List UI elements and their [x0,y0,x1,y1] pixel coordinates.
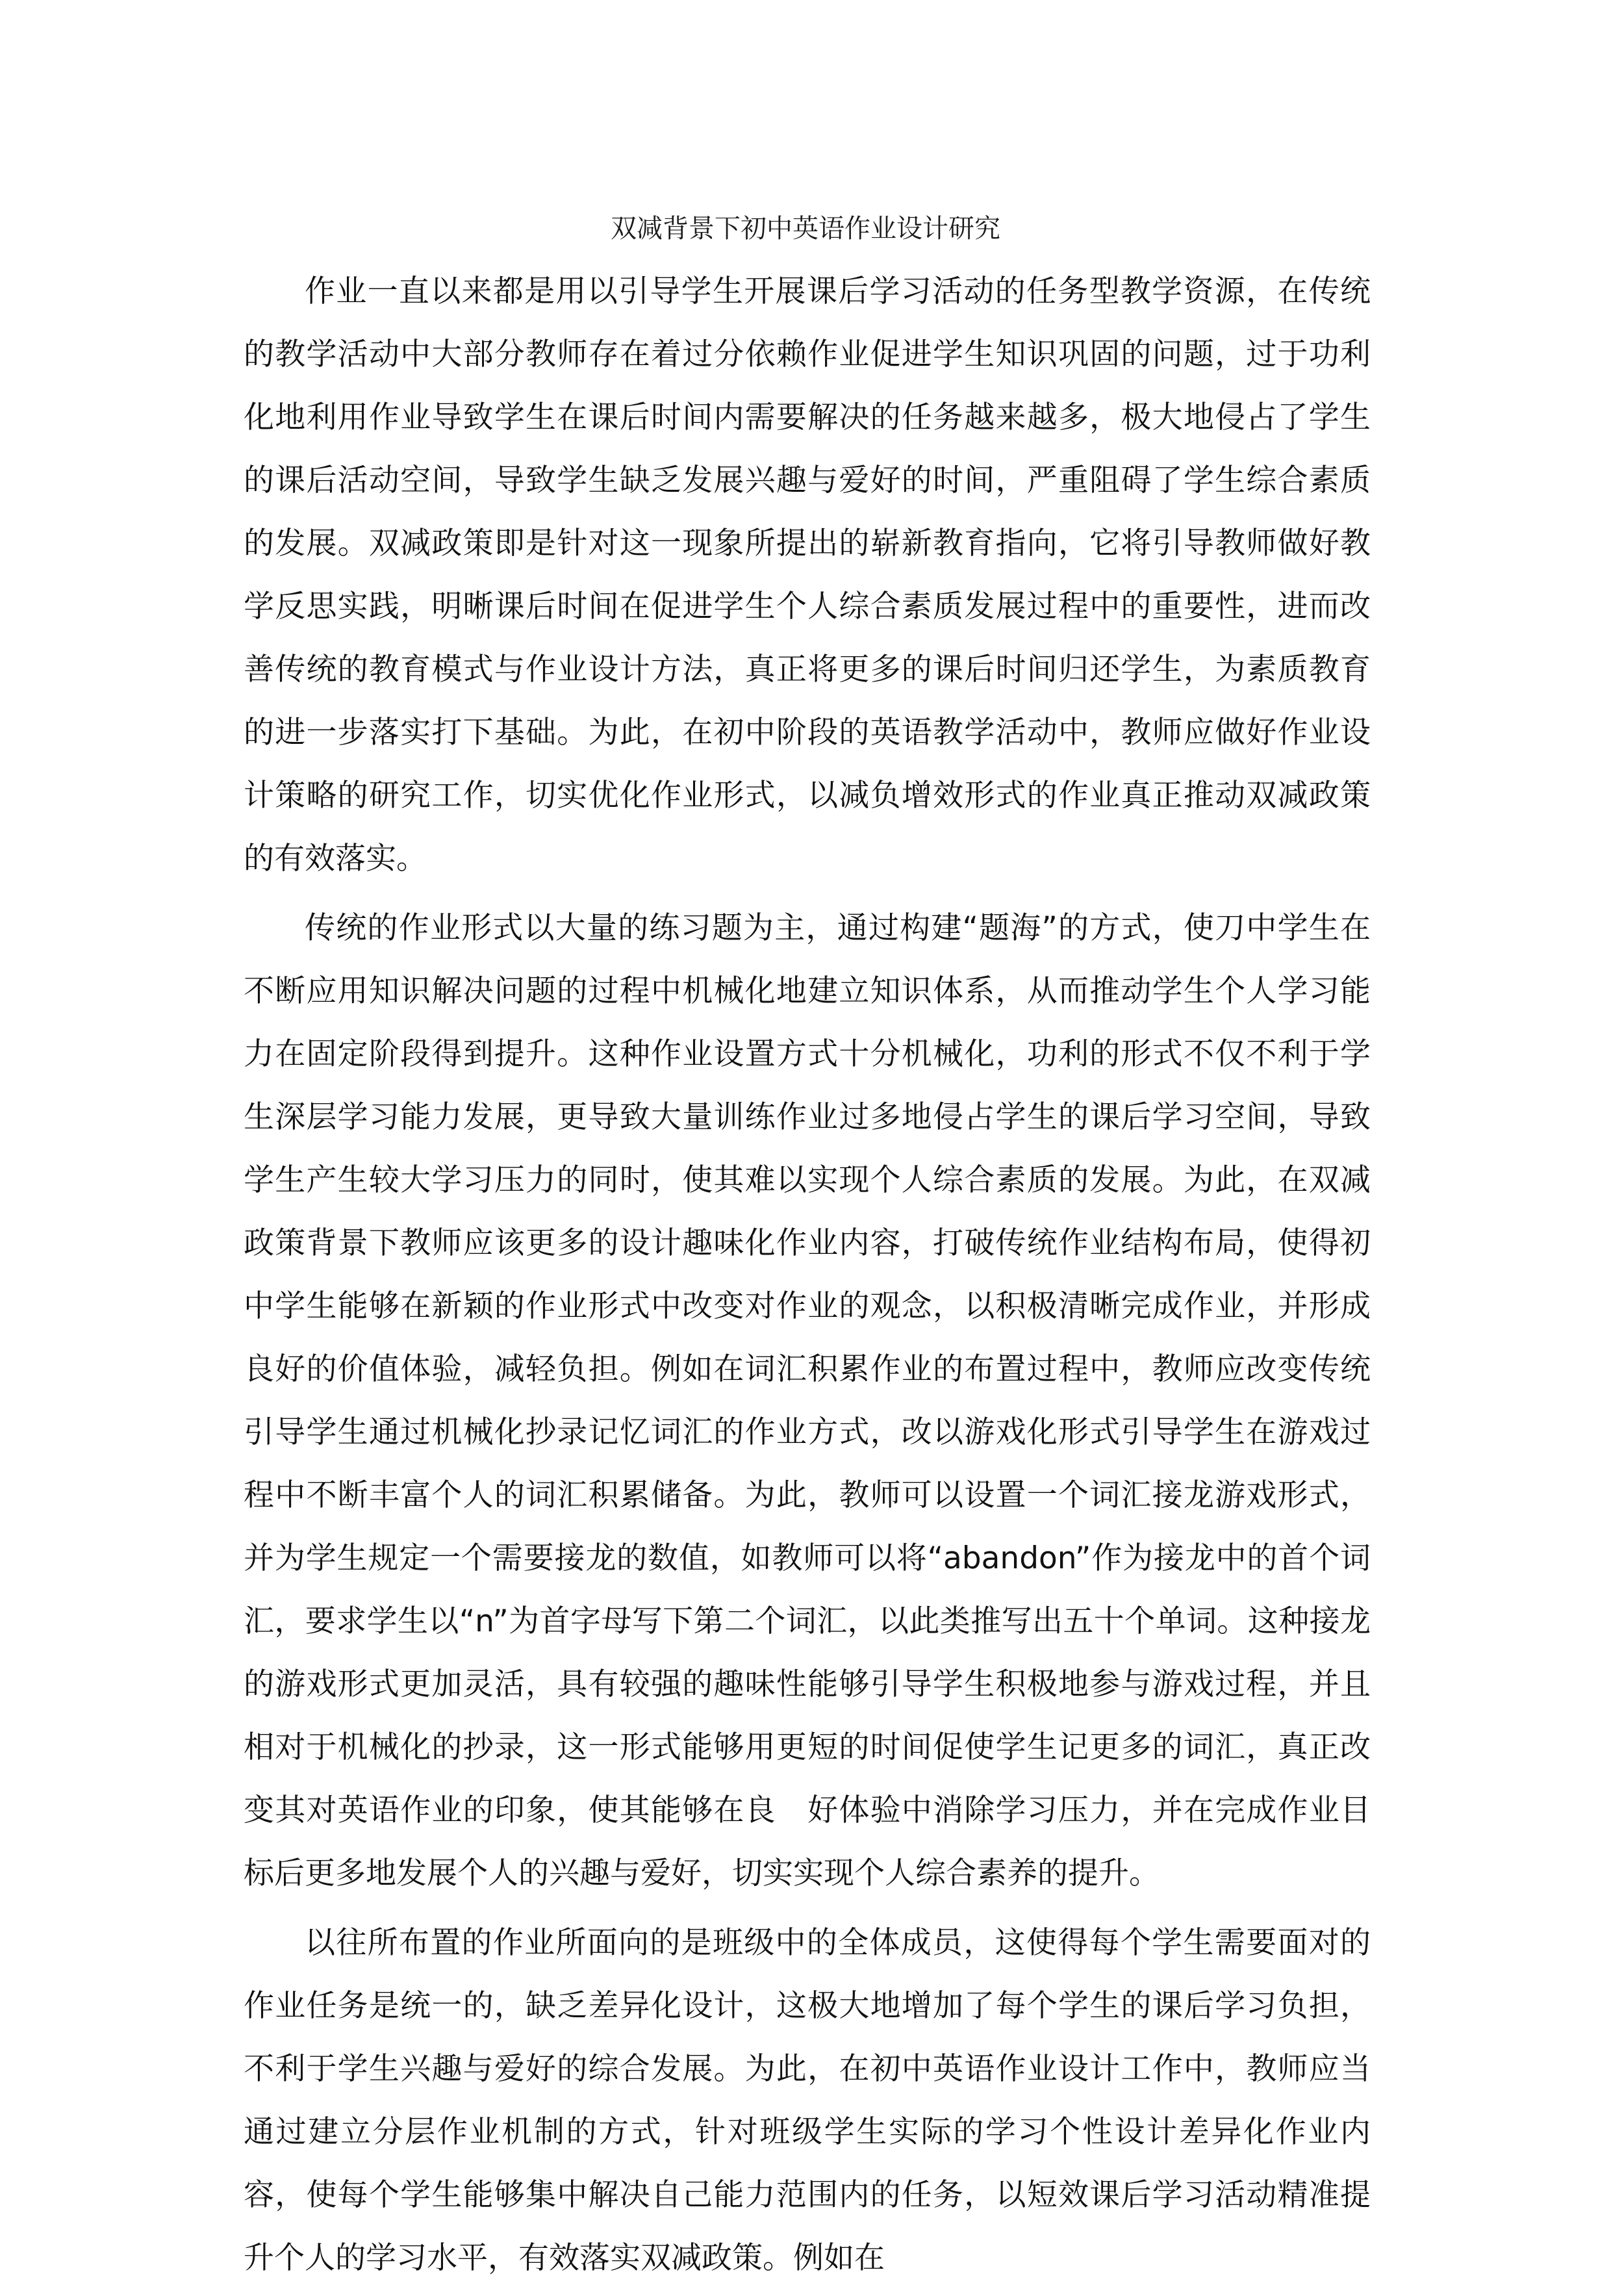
paragraph-3: 以往所布置的作业所面向的是班级中的全体成员，这使得每个学生需要面对的作业任务是统一的，缺乏差异化设计，这极大地增加了每个学生的课后学习负担，不利于学生兴趣与爱好的综合发展。为此，在初中英语作业设计工作中，教师应当通过建立分层作业机制的方式，针对班级学生实际的学习个性设计差异化作业内容，使每个学生能够集中解决自己能力范围内的任务，以短效课后学习活动精准提升个人的学习水平，有效落实双减政策。例如在 [244,1925,1371,2276]
paragraph-1: 作业一直以来都是用以引导学生开展课后学习活动的任务型教学资源，在传统的教学活动中大部分教师存在着过分依赖作业促进学生知识巩固的问题，过于功利化地利用作业导致学生在课后时间内需要解决的任务越来越多，极大地侵占了学生的课后活动空间，导致学生缺乏发展兴趣与爱好的时间，严重阻碍了学生综合素质的发展。双减政策即是针对这一现象所提出的崭新教育指向，它将引导教师做好教学反思实践，明晰课后时间在促进学生个人综合素质发展过程中的重要性，进而改善传统的教育模式与作业设计方法，真正将更多的课后时间归还学生，为素质教育的进一步落实打下基础。为此，在初中阶段的英语教学活动中，教师应做好作业设计策略的研究工作，切实优化作业形式，以减负增效形式的作业真正推动双减政策的有效落实。 [244,274,1371,876]
document-body [244,260,1371,2296]
document-title: 双减背景下初中英语作业设计研究 [611,214,1000,244]
paragraph-2: 传统的作业形式以大量的练习题为主，通过构建“题海”的方式，使刀中学生在不断应用知识解决问题的过程中机械化地建立知识体系，从而推动学生个人学习能力在固定阶段得到提升。这种作业设置方式十分机械化，功利的形式不仅不利于学生深层学习能力发展，更导致大量训练作业过多地侵占学生的课后学习空间，导致学生产生较大学习压力的同时，使其难以实现个人综合素质的发展。为此，在双减政策背景下教师应该更多的设计趣味化作业内容，打破传统作业结构布局，使得初中学生能够在新颖的作业形式中改变对作业的观念，以积极清晰完成作业，并形成良好的价值体验，减轻负担。例如在词汇积累作业的布置过程中，教师应改变传统引导学生通过机械化抄录记忆词汇的作业方式，改以游戏化形式引导学生在游戏过程中不断丰富个人的词汇积累储备。为此，教师可以设置一个词汇接龙游戏形式，并为学生规定一个需要接龙的数值，如教师可以将“abandon”作为接龙中的首个词汇，要求学生以“n”为首字母写下第二个词汇，以此类推写出五十个单词。这种接龙的游戏形式更加灵活，具有较强的趣味性能够引导学生积极地参与游戏过程，并且相对于机械化的抄录，这一形式能够用更短的时间促使学生记更多的词汇，真正改变其对英语作业的印象，使其能够在良 好体验中消除学习压力，并在完成作业目标后更多地发展个人的兴趣与爱好，切实实现个人综合素养的提升。 [244,910,1371,1891]
